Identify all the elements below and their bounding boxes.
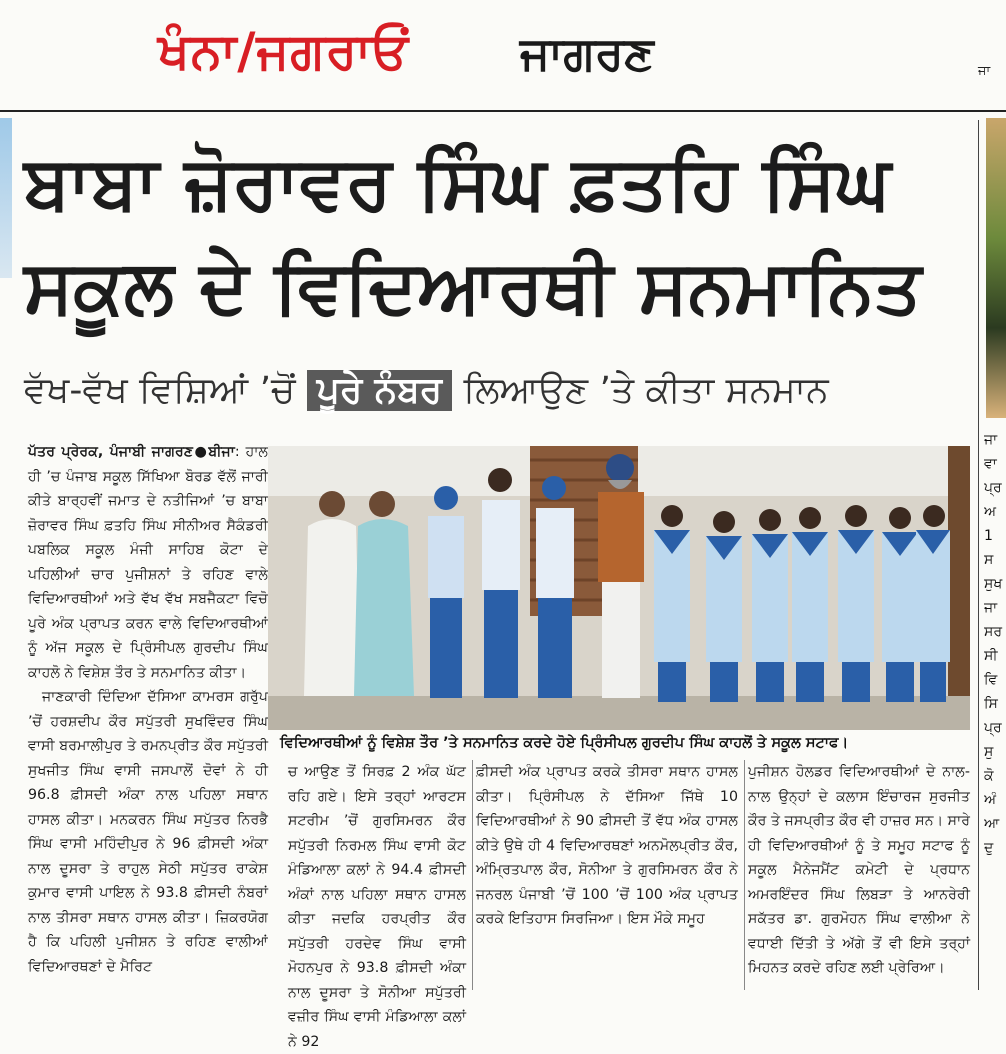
article-column-1 xyxy=(28,440,268,979)
headline-line-1: ਬਾਬਾ ਜ਼ੋਰਾਵਰ ਸਿੰਘ ਫ਼ਤਹਿ ਸਿੰਘ xyxy=(24,140,891,226)
masthead xyxy=(0,0,1006,108)
masthead-paper-name: ਜਾਗਰਣ xyxy=(520,26,654,80)
adjacent-photo-right-crop xyxy=(986,118,1006,418)
article-column-3: ਫ਼ੀਸਦੀ ਅੰਕ ਪ੍ਰਾਪਤ ਕਰਕੇ ਤੀਸਰਾ ਸਥਾਨ ਹਾਸਲ ਕੀਤਾ। ਪ੍ਰਿੰਸੀਪਲ ਨੇ ਦੱਸਿਆ ਜਿੱਥੇ 10 ਵਿਦਿਆਰਥੀਆਂ ਨੇ 90 ਫ਼ੀਸਦੀ ਤੋਂ ਵੱਧ ਅੰਕ ਹਾਸਲ ਕੀਤੇ ਉਥੇ ਹੀ 4 ਵਿਦਿਆਰਥਣਾਂ ਅਨਮੋਲਪ੍ਰੀਤ ਕੌਰ, ਅੰਮ੍ਰਿਤਪਾਲ ਕੌਰ, ਸੋਨੀਆ ਤੇ ਗੁਰਸਿਮਰਨ ਕੌਰ ਨੇ ਜਨਰਲ ਪੰਜਾਬੀ ’ਚੋਂ 100 ’ਚੋਂ 100 ਅੰਕ ਪ੍ਰਾਪਤ ਕਰਕੇ ਇਤਿਹਾਸ ਸਿਰਜਿਆ। ਇਸ ਮੌਕੇ ਸਮੂਹ xyxy=(476,764,738,927)
adjacent-article-fragment: ਜਾ ਵਾ ਪ੍ਰ ਅ 1 ਸ ਸੁਖ ਜਾ ਸਰ ਸੀ ਵਿ ਸਿ ਪ੍ਰ ਸੁ ਕੋ ਅੰ ਆ ਦੁ xyxy=(984,432,1003,856)
masthead-edge-fragment: ਜਾ xyxy=(978,64,991,79)
subheadline xyxy=(24,370,829,412)
dateline: ਪੱਤਰ ਪ੍ਰੇਰਕ, ਪੰਜਾਬੀ ਜਾਗਰਣ●ਬੀਜਾ xyxy=(28,444,235,460)
article-paragraph-2: ਜਾਣਕਾਰੀ ਦਿੰਦਿਆ ਦੱਸਿਆ ਕਾਮਰਸ ਗਰੁੱਪ ’ਚੋਂ ਹਰਸ਼ਦੀਪ ਕੌਰ ਸਪੁੱਤਰੀ ਸੁਖਵਿੰਦਰ ਸਿੰਘ ਵਾਸੀ ਬਰਮਾਲੀਪੁਰ ਤੇ ਰਮਨਪ੍ਰੀਤ ਕੌਰ ਸਪੁੱਤਰੀ ਸੁਖਜੀਤ ਸਿੰਘ ਵਾਸੀ ਜਸਪਾਲੋਂ ਦੋਵਾਂ ਨੇ ਹੀ 96.8 ਫ਼ੀਸਦੀ ਅੰਕਾ ਨਾਲ ਪਹਿਲਾ ਸਥਾਨ ਹਾਸਲ ਕੀਤਾ। ਮਨਕਰਨ ਸਿੰਘ ਸਪੁੱਤਰ ਨਿਰਭੈ ਸਿੰਘ ਵਾਸੀ ਮਹਿੰਦੀਪੁਰ ਨੇ 96 ਫ਼ੀਸਦੀ ਅੰਕਾ ਨਾਲ ਦੂਸਰਾ ਤੇ ਰਾਹੁਲ ਸੇਠੀ ਸਪੁੱਤਰ ਰਾਕੇਸ਼ ਕੁਮਾਰ ਵਾਸੀ ਪਾਇਲ ਨੇ 93.8 ਫ਼ੀਸਦੀ ਨੰਬਰਾਂ ਨਾਲ ਤੀਸਰਾ ਸਥਾਨ ਹਾਸਲ ਕੀਤਾ। ਜ਼ਿਕਰਯੋਗ ਹੈ ਕਿ ਪਹਿਲੀ ਪੁਜੀਸ਼ਨ ਤੇ ਰਹਿਣ ਵਾਲੀਆਂ ਵਿਦਿਆਰਥਣਾਂ ਦੇ ਮੈਰਿਟ xyxy=(28,689,268,975)
masthead-rule xyxy=(0,110,1006,112)
column-rule xyxy=(472,760,473,990)
subheadline-before: ਵੱਖ-ਵੱਖ ਵਿਸ਼ਿਆਂ ’ਚੋਂ xyxy=(24,370,296,411)
column-rule xyxy=(744,760,745,990)
subheadline-after: ਲਿਆਉਣ ’ਤੇ ਕੀਤਾ ਸਨਮਾਨ xyxy=(463,370,829,411)
subheadline-highlight: ਪੂਰੇ ਨੰਬਰ xyxy=(307,370,452,411)
photo-caption: ਵਿਦਿਆਰਥੀਆਂ ਨੂੰ ਵਿਸ਼ੇਸ਼ ਤੌਰ ’ਤੇ ਸਨਮਾਨਿਤ ਕਰਦੇ ਹੋਏ ਪ੍ਰਿੰਸੀਪਲ ਗੁਰਦੀਪ ਸਿੰਘ ਕਾਹਲੋਂ ਤੇ ਸਕੂਲ ਸਟਾਫ। xyxy=(280,735,849,751)
article-paragraph-1: : ਹਾਲ ਹੀ ’ਚ ਪੰਜਾਬ ਸਕੂਲ ਸਿੱਖਿਆ ਬੋਰਡ ਵੱਲੋਂ ਜਾਰੀ ਕੀਤੇ ਬਾਰ੍ਹਵੀਂ ਜਮਾਤ ਦੇ ਨਤੀਜਿਆਂ ’ਚ ਬਾਬਾ ਜ਼ੋਰਾਵਰ ਸਿੰਘ ਫ਼ਤਹਿ ਸਿੰਘ ਸੀਨੀਅਰ ਸੈਕੰਡਰੀ ਪਬਲਿਕ ਸਕੂਲ ਮੰਜੀ ਸਾਹਿਬ ਕੋਟਾ ਦੇ ਪਹਿਲੀਆਂ ਚਾਰ ਪੁਜੀਸ਼ਨਾਂ ਤੇ ਰਹਿਣ ਵਾਲੇ ਵਿਦਿਆਰਥੀਆਂ ਅਤੇ ਵੱਖ ਵੱਖ ਸਬਜੈਕਟਾ ਵਿਚੋ ਪੂਰੇ ਅੰਕ ਪ੍ਰਾਪਤ ਕਰਨ ਵਾਲੇ ਵਿਦਿਆਰਥੀਆਂ ਨੂੰ ਅੱਜ ਸਕੂਲ ਦੇ ਪ੍ਰਿੰਸੀਪਲ ਗੁਰਦੀਪ ਸਿੰਘ ਕਾਹਲੋ ਨੇ ਵਿਸ਼ੇਸ਼ ਤੌਰ ਤੇ ਸਨਮਾਨਿਤ ਕੀਤਾ। xyxy=(28,444,268,681)
article-column-2: ਚ ਆਉਣ ਤੋਂ ਸਿਰਫ਼ 2 ਅੰਕ ਘੱਟ ਰਹਿ ਗਏ। ਇਸੇ ਤਰ੍ਹਾਂ ਆਰਟਸ ਸਟਰੀਮ ’ਚੋਂ ਗੁਰਸਿਮਰਨ ਕੌਰ ਸਪੁੱਤਰੀ ਨਿਰਮਲ ਸਿੰਘ ਵਾਸੀ ਕੋਟ ਮੰਡਿਆਲਾ ਕਲਾਂ ਨੇ 94.4 ਫ਼ੀਸਦੀ ਅੰਕਾਂ ਨਾਲ ਪਹਿਲਾ ਸਥਾਨ ਹਾਸਲ ਕੀਤਾ ਜਦਕਿ ਹਰਪ੍ਰੀਤ ਕੌਰ ਸਪੁੱਤਰੀ ਹਰਦੇਵ ਸਿੰਘ ਵਾਸੀ ਮੋਹਨਪੁਰ ਨੇ 93.8 ਫ਼ੀਸਦੀ ਅੰਕਾ ਨਾਲ ਦੂਸਰਾ ਤੇ ਸੋਨੀਆ ਸਪੁੱਤਰੀ ਵਜ਼ੀਰ ਸਿੰਘ ਵਾਸੀ ਮੰਡਿਆਲਾ ਕਲਾਂ ਨੇ 92 xyxy=(288,764,466,1050)
group-photo-illustration xyxy=(268,446,970,730)
masthead-city: ਖੰਨਾ/ਜਗਰਾਓਂ xyxy=(158,22,410,80)
article-column-4: ਪੁਜੀਸ਼ਨ ਹੋਲਡਰ ਵਿਦਿਆਰਥੀਆਂ ਦੇ ਨਾਲ-ਨਾਲ ਉਨ੍ਹਾਂ ਦੇ ਕਲਾਸ ਇੰਚਾਰਜ ਸੁਰਜੀਤ ਕੌਰ ਤੇ ਜਸਪ੍ਰੀਤ ਕੌਰ ਵੀ ਹਾਜ਼ਰ ਸਨ। ਸਾਰੇ ਹੀ ਵਿਦਿਆਰਥੀਆਂ ਨੂੰ ਤੇ ਸਮੂਹ ਸਟਾਫ ਨੂੰ ਸਕੂਲ ਮੈਨੇਜਮੈਂਟ ਕਮੇਟੀ ਦੇ ਪ੍ਰਧਾਨ ਅਮਰਇੰਦਰ ਸਿੰਘ ਲਿਬੜਾ ਤੇ ਆਨਰੇਰੀ ਸਕੱਤਰ ਡਾ. ਗੁਰਮੋਹਨ ਸਿੰਘ ਵਾਲੀਆ ਨੇ ਵਧਾਈ ਦਿੱਤੀ ਤੇ ਅੱਗੇ ਤੋਂ ਵੀ ਇਸੇ ਤਰ੍ਹਾਂ ਮਿਹਨਤ ਕਰਦੇ ਰਹਿਣ ਲਈ ਪ੍ਰੇਰਿਆ। xyxy=(748,764,970,976)
news-photo xyxy=(268,446,970,730)
adjacent-photo-left-crop xyxy=(0,118,12,278)
headline-line-2: ਸਕੂਲ ਦੇ ਵਿਦਿਆਰਥੀ ਸਨਮਾਨਿਤ xyxy=(24,244,922,330)
page-column-divider xyxy=(978,120,979,990)
